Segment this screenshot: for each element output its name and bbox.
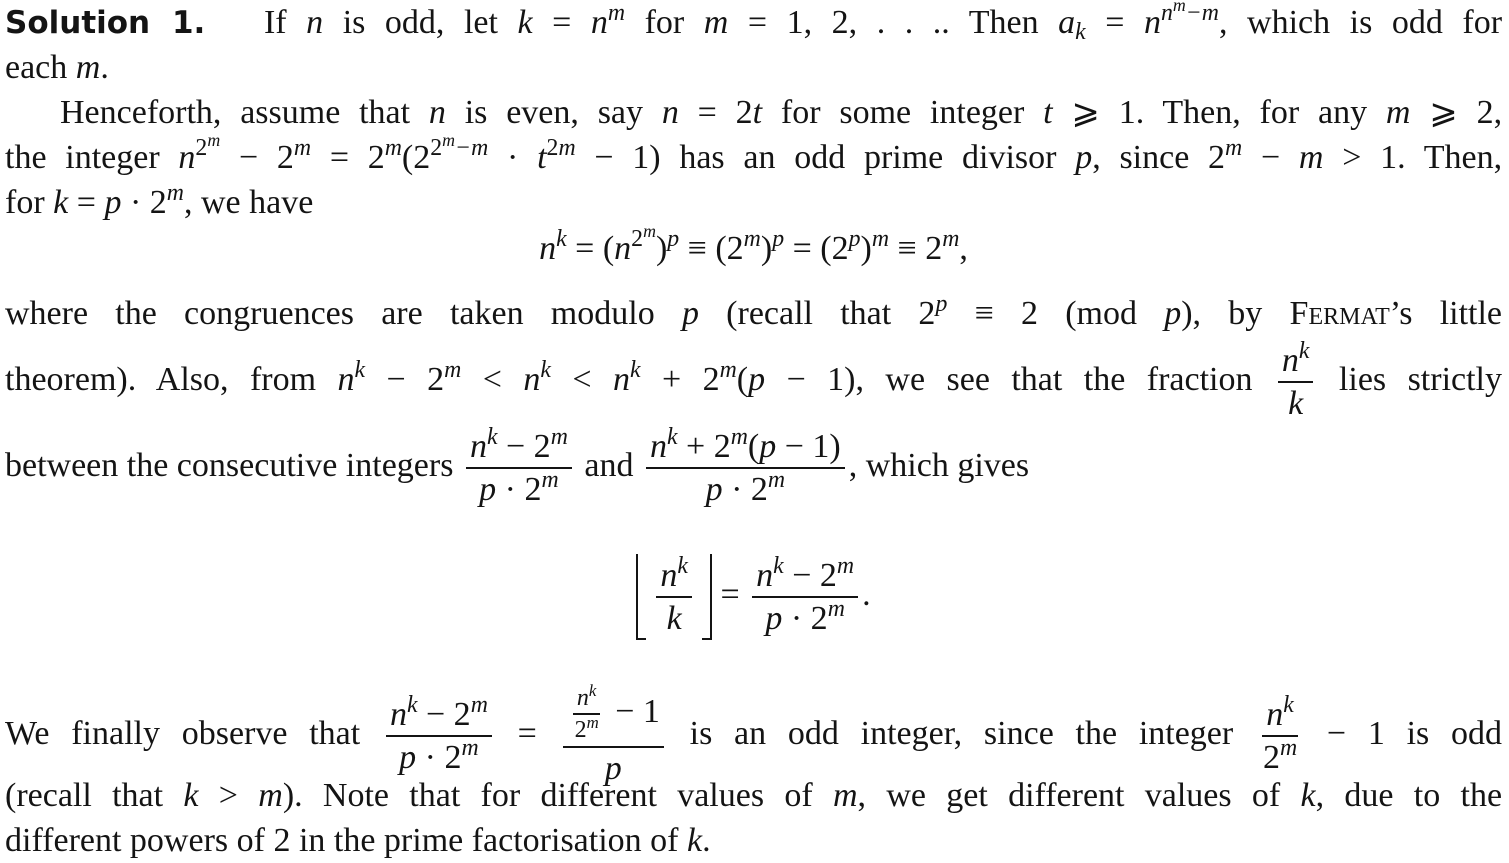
display-equation-congruence: $n^k = (n^{2^m})^p \equiv (2^m)^p = (2^p)^m \equiv 2^m$,: [539, 221, 968, 267]
para4-line1: We finally observe that $\frac{n^k - 2^m}{p \cdot 2^m}$ = $\frac{n^k}{2^m}$ − 1 p is an odd integer, since the integer $\frac{n^k}{2^m}$ − 1 is odd: [5, 680, 1503, 787]
para4-line2: (recall that k > m). Note that for different values of m, we get different values of k, due to the: [5, 777, 1503, 814]
fraction-lower-integer: $\frac{n^k - 2^m}{p \cdot 2^m}$: [466, 428, 572, 509]
para4-line3: different powers of 2 in the prime factorisation of k.: [5, 822, 711, 859]
para2-line2: the integer $n^{2^m} - 2^m = 2^m(2^{2^m-m} \cdot t^{2m} - 1)$ has an odd prime divisor p, since 2$^m$ − m > 1. Then,: [5, 130, 1503, 176]
para3-line1: where the congruences are taken modulo p (recall that 2$^p$ ≡ 2 (mod p), by Fermat’s little: [5, 290, 1503, 332]
fraction-nk-over-2m: $\frac{n^k}{2^m}$: [1262, 691, 1298, 777]
display-equation-floor: $\frac{n^k}{k}$ = $\frac{n^k - 2^m}{p \cdot 2^m}$ .: [5, 545, 1502, 645]
para3-line3: between the consecutive integers $\frac{n^k - 2^m}{p \cdot 2^m}$ and $\frac{n^k + 2^m(p - 1)}{p \cdot 2^m}$ , which gives: [5, 423, 1030, 509]
para3-line2: theorem). Also, from $n^k - 2^m < n^k < n^k + 2^m(p - 1)$, we see that the fraction $\frac{n^k}{k}$ lies strictly: [5, 337, 1503, 423]
fraction-nk-over-k: $\frac{n^k}{k}$: [1278, 342, 1314, 423]
para2-line3: for $k = p \cdot 2^m$, we have: [5, 179, 314, 221]
para1-line2: each m.: [5, 49, 109, 86]
solution-heading: Solution 1.: [5, 5, 206, 41]
fraction-final-lhs: $\frac{n^k - 2^m}{p \cdot 2^m}$: [386, 696, 492, 777]
fraction-final-rhs: $\frac{n^k}{2^m}$ − 1 p: [563, 685, 664, 787]
fraction-floor-inner: $\frac{n^k}{k}$: [656, 557, 692, 638]
para1-line1: Solution 1. If n is odd, let $k = n^m$ for m = 1, 2, . . .. Then $a_k = n^{n^m-m}$, which is odd for: [5, 0, 1503, 45]
fraction-upper-integer: $\frac{n^k + 2^m(p - 1)}{p \cdot 2^m}$: [646, 428, 845, 509]
para2-line1: Henceforth, assume that n is even, say n = 2t for some integer t ⩾ 1. Then, for any m ⩾ 2,: [60, 94, 1503, 131]
fraction-floor-result: $\frac{n^k - 2^m}{p \cdot 2^m}$: [752, 557, 858, 638]
fraction-nested-nk-over-2m: $\frac{n^k}{2^m}$: [574, 680, 599, 744]
floor-brackets: [636, 554, 712, 640]
